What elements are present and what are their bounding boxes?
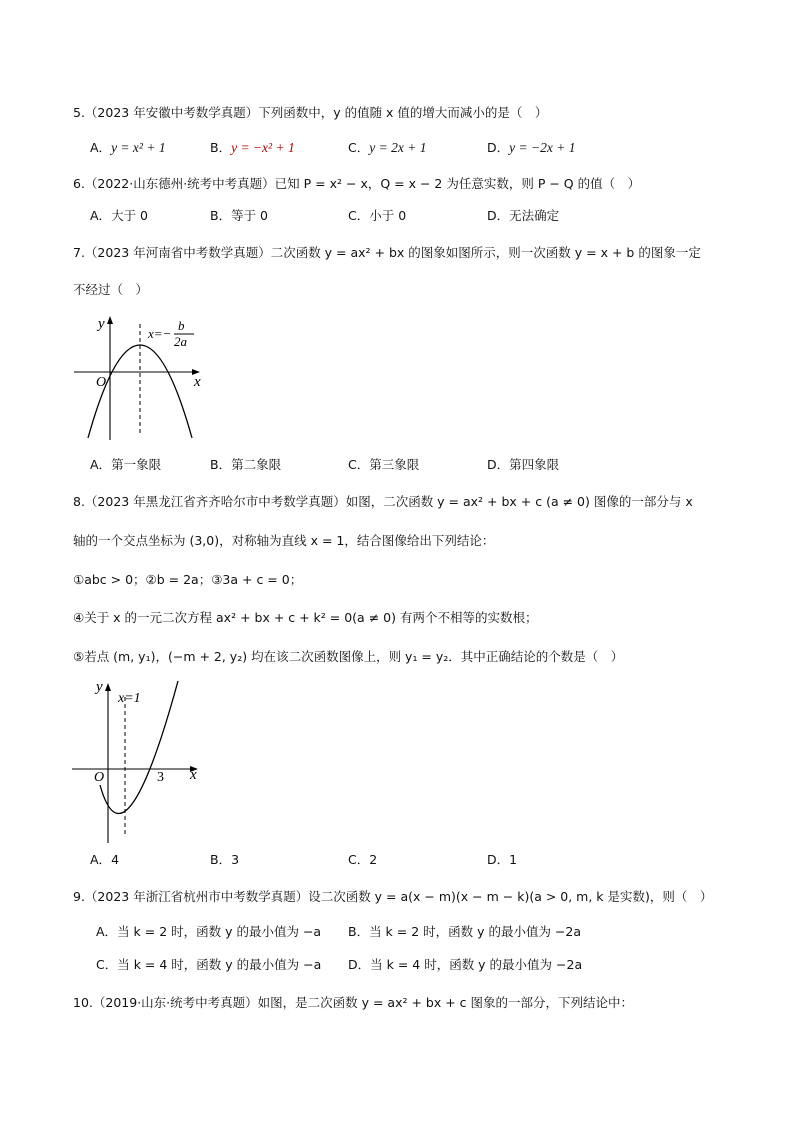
question-8-option-c[interactable]: C．2 xyxy=(348,852,378,867)
question-7-option-a[interactable]: A．第一象限 xyxy=(90,457,162,472)
question-7-stem-line-1: 7.（2023 年河南省中考数学真题）二次函数 y = ax² + bx 的图象如图所示，则一次函数 y = x + b 的图象一定 xyxy=(73,245,701,260)
symmetry-axis-label: x=1 xyxy=(118,691,141,706)
y-axis-arrow-icon xyxy=(107,316,113,324)
question-8-option-b[interactable]: B．3 xyxy=(210,852,240,867)
y-axis-label: y xyxy=(98,316,105,332)
question-5-option-a[interactable]: A．y = x² + 1 xyxy=(90,140,166,155)
origin-label: O xyxy=(94,770,105,785)
question-5-option-d[interactable]: D．y = −2x + 1 xyxy=(487,140,576,155)
root-label: 3 xyxy=(157,770,164,785)
question-8-conclusion-4: ④关于 x 的一元二次方程 ax² + bx + c + k² = 0(a ≠ 0) 有两个不相等的实数根； xyxy=(73,610,538,625)
question-8-stem-line-1: 8.（2023 年黑龙江省齐齐哈尔市中考数学真题）如图，二次函数 y = ax² + bx + c (a ≠ 0) 图像的一部分与 x xyxy=(73,494,693,509)
question-5-option-b[interactable]: B．y = −x² + 1 xyxy=(210,140,295,155)
question-7-option-b[interactable]: B．第二象限 xyxy=(210,457,282,472)
origin-label: O xyxy=(96,375,107,390)
question-8-option-a[interactable]: A．4 xyxy=(90,852,120,867)
symmetry-axis-denominator: 2a xyxy=(174,334,187,349)
x-axis-label: x xyxy=(190,767,197,783)
x-axis-label: x xyxy=(194,374,201,390)
question-7-option-c[interactable]: C．第三象限 xyxy=(348,457,420,472)
question-8-stem-line-2: 轴的一个交点坐标为 (3,0)，对称轴为直线 x = 1，结合图像给出下列结论： xyxy=(73,533,495,548)
question-10-stem: 10.（2019·山东·统考中考真题）如图，是二次函数 y = ax² + bx + c 图象的一部分，下列结论中： xyxy=(73,995,634,1010)
question-6-option-c[interactable]: C．小于 0 xyxy=(348,208,407,223)
y-axis-arrow-icon xyxy=(105,683,111,691)
question-9-option-a[interactable]: A．当 k = 2 时，函数 y 的最小值为 −a xyxy=(96,924,322,939)
question-8-option-d[interactable]: D．1 xyxy=(487,852,518,867)
question-9-option-d[interactable]: D．当 k = 4 时，函数 y 的最小值为 −2a xyxy=(348,957,583,972)
symmetry-axis-prefix: x=− xyxy=(148,326,172,341)
question-9-option-c[interactable]: C．当 k = 4 时，函数 y 的最小值为 −a xyxy=(96,957,322,972)
question-6-stem: 6.（2022·山东德州·统考中考真题）已知 P = x² − x，Q = x − 2 为任意实数，则 P − Q 的值（ ） xyxy=(73,176,641,191)
question-8-conclusions-1-3: ①abc > 0；②b = 2a；③3a + c = 0； xyxy=(73,572,303,587)
question-8-parabola-graph xyxy=(70,675,210,845)
question-6-option-d[interactable]: D．无法确定 xyxy=(487,208,560,223)
y-axis-label: y xyxy=(96,679,103,695)
question-7-option-d[interactable]: D．第四象限 xyxy=(487,457,560,472)
question-8-conclusion-5: ⑤若点 (m, y₁)，(−m + 2, y₂) 均在该二次函数图像上，则 y₁ = y₂．其中正确结论的个数是（ ） xyxy=(73,649,624,664)
question-7-parabola-graph xyxy=(70,312,210,442)
question-6-option-a[interactable]: A．大于 0 xyxy=(90,208,148,223)
question-9-stem: 9.（2023 年浙江省杭州市中考数学真题）设二次函数 y = a(x − m)(x − m − k)(a > 0, m, k 是实数)，则（ ） xyxy=(73,889,713,904)
question-6-option-b[interactable]: B．等于 0 xyxy=(210,208,269,223)
question-7-stem-line-2: 不经过（ ） xyxy=(73,282,149,297)
question-5-option-c[interactable]: C．y = 2x + 1 xyxy=(348,140,427,155)
question-9-option-b[interactable]: B．当 k = 2 时，函数 y 的最小值为 −2a xyxy=(348,924,582,939)
question-5-stem: 5.（2023 年安徽中考数学真题）下列函数中，y 的值随 x 值的增大而减小的是（ ） xyxy=(73,105,548,120)
symmetry-axis-numerator: b xyxy=(178,318,185,333)
